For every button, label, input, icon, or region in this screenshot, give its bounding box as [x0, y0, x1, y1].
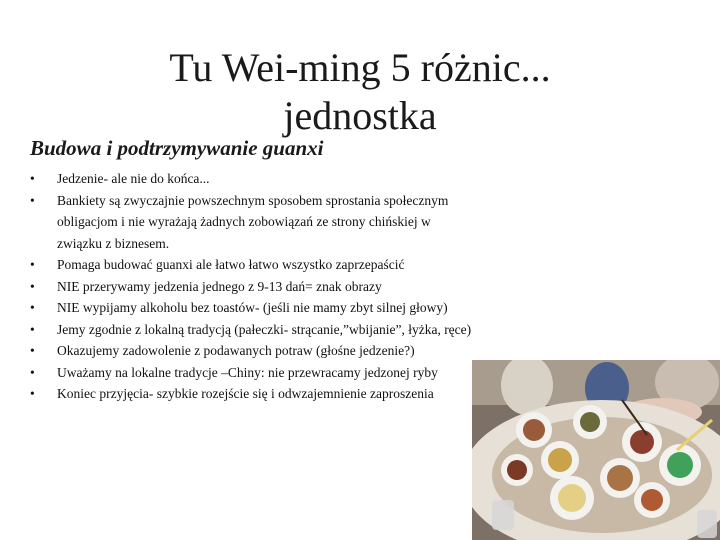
- bullet-text: NIE przerywamy jedzenia jednego z 9-13 dań= znak obrazy: [57, 278, 382, 294]
- bullet-dot: •: [30, 386, 35, 401]
- slide-subtitle: Budowa i podtrzymywanie guanxi: [30, 136, 324, 160]
- bullet-text: Jedzenie- ale nie do końca...: [57, 171, 210, 186]
- bullet-dot: •: [30, 343, 35, 358]
- bullet-dot: •: [30, 321, 35, 337]
- bullet-text: Pomaga budować guanxi ale łatwo łatwo wszystko zaprzepaścić: [57, 257, 405, 272]
- bullet-text: Jemy zgodnie z lokalną tradycją (pałeczki- strącanie,”wbijanie”, łyżka, ręce): [57, 321, 472, 337]
- bullet-list: [30, 168, 475, 405]
- bullet-dot: •: [30, 257, 35, 272]
- bullet-dot: •: [30, 192, 35, 208]
- bullet-item: [30, 383, 475, 405]
- bullet-item: [30, 362, 475, 384]
- bullet-dot: •: [30, 171, 35, 186]
- bullet-item: [30, 190, 475, 255]
- bullet-text: Okazujemy zadowolenie z podawanych potraw (głośne jedzenie?): [57, 343, 415, 358]
- bullet-item: [30, 254, 475, 276]
- bullet-dot: •: [30, 300, 35, 315]
- bullet-text: Koniec przyjęcia- szybkie rozejście się i odwzajemnienie zaproszenia: [57, 386, 434, 401]
- bullet-text: Bankiety są zwyczajnie powszechnym sposobem sprostania społecznym obligacjom i nie wyrażają żadnych zobowiązań ze strony chińskiej w związku z biznesem.: [57, 192, 449, 251]
- slide-title: Tu Wei-ming 5 różnic... jednostka: [169, 45, 551, 138]
- bullet-item: [30, 276, 475, 298]
- bullet-item: [30, 319, 475, 341]
- bullet-item: [30, 168, 475, 190]
- bullet-text: NIE wypijamy alkoholu bez toastów- (jeśli nie mamy zbyt silnej głowy): [57, 300, 448, 315]
- bullet-item: [30, 340, 475, 362]
- bullet-item: [30, 297, 475, 319]
- bullet-text: Uważamy na lokalne tradycje –Chiny: nie przewracamy jedzonej ryby: [57, 364, 438, 380]
- banquet-photo: [472, 360, 720, 540]
- banquet-table-image: [472, 360, 720, 540]
- bullet-dot: •: [30, 278, 35, 294]
- bullet-dot: •: [30, 364, 35, 380]
